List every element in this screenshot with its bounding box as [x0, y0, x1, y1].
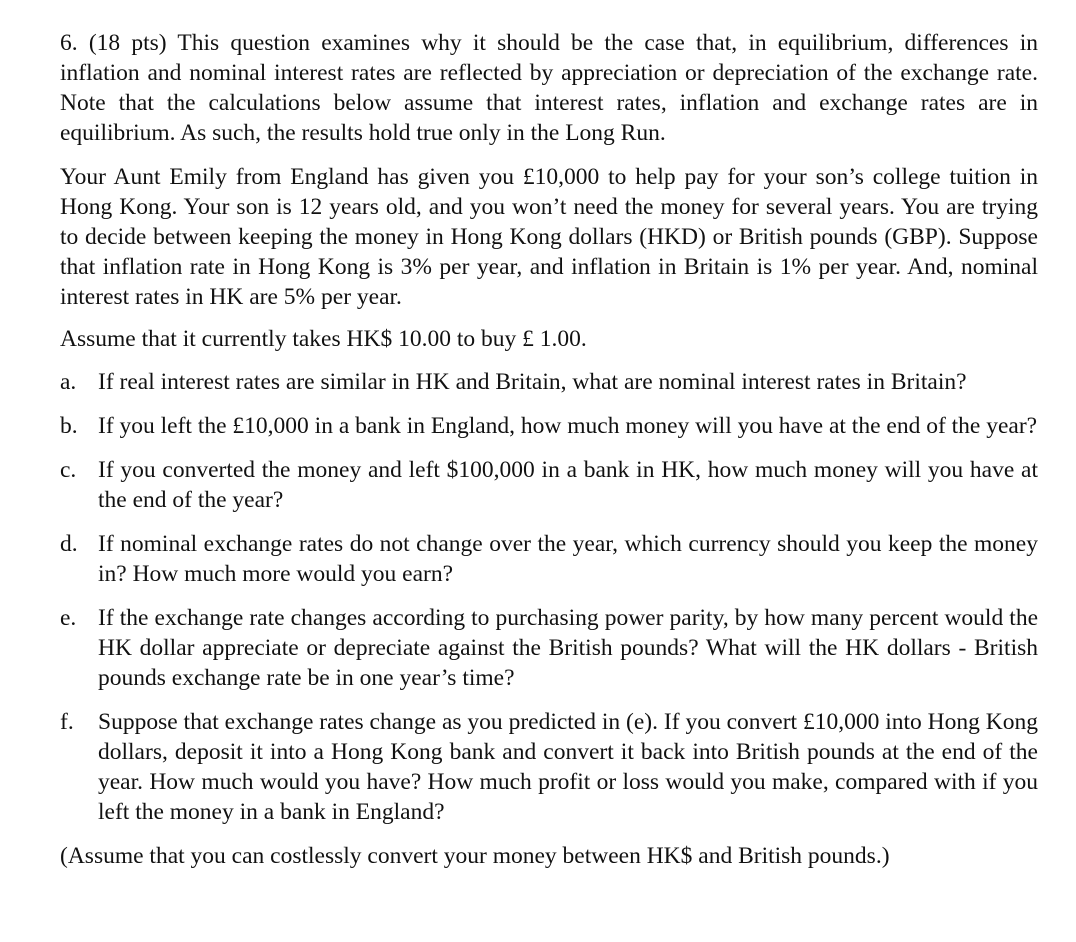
closing-note: (Assume that you can costlessly convert your money between HK$ and British pounds.) [60, 843, 890, 869]
sub-question-text: If real interest rates are similar in HK and Britain, what are nominal interest rates in Britain? [98, 369, 967, 395]
sub-question-marker: a. [60, 369, 77, 395]
sub-question-text: If nominal exchange rates do not change over the year, which currency should you keep the money in? How much more would you earn? [98, 531, 1038, 587]
sub-question-f [60, 707, 1038, 827]
sub-question-c [60, 455, 1038, 515]
sub-question-a [60, 367, 1038, 397]
sub-question-marker: e. [60, 605, 77, 631]
sub-question-marker: b. [60, 413, 78, 439]
sub-question-list [60, 367, 1038, 827]
sub-question-text: If you left the £10,000 in a bank in England, how much money will you have at the end of the year? [98, 413, 1038, 439]
sub-question-b [60, 411, 1038, 441]
exchange-rate-assumption: Assume that it currently takes HK$ 10.00 to buy £ 1.00. [60, 326, 587, 352]
sub-question-text: If the exchange rate changes according to purchasing power parity, by how many percent would the HK dollar appreciate or depreciate against the British pounds? What will the HK dollars - British pounds exchange rate be in one year’s time? [98, 605, 1038, 691]
question-document [60, 28, 1038, 871]
sub-question-marker: f. [60, 709, 74, 735]
sub-question-marker: c. [60, 457, 77, 483]
sub-question-e [60, 603, 1038, 693]
scenario-paragraph: Your Aunt Emily from England has given you £10,000 to help pay for your son’s college tuition in Hong Kong. Your son is 12 years old, and you won’t need the money for several years. You are trying to decide between keeping the money in Hong Kong dollars (HKD) or British pounds (GBP). Suppose that inflation rate in Hong Kong is 3% per year, and inflation in Britain is 1% per year. And, nominal interest rates in HK are 5% per year. [60, 164, 1038, 310]
sub-question-marker: d. [60, 531, 78, 557]
sub-question-d [60, 529, 1038, 589]
question-intro: 6. (18 pts) This question examines why it should be the case that, in equilibrium, differences in inflation and nominal interest rates are reflected by appreciation or depreciation of the exchange rate. Note that the calculations below assume that interest rates, inflation and exchange rates are in equilibrium. As such, the results hold true only in the Long Run. [60, 30, 1038, 146]
sub-question-text: If you converted the money and left $100,000 in a bank in HK, how much money will you have at the end of the year? [98, 457, 1038, 513]
sub-question-text: Suppose that exchange rates change as you predicted in (e). If you convert £10,000 into Hong Kong dollars, deposit it into a Hong Kong bank and convert it back into British pounds at the end of the year. How much would you have? How much profit or loss would you make, compared with if you left the money in a bank in England? [98, 709, 1038, 825]
